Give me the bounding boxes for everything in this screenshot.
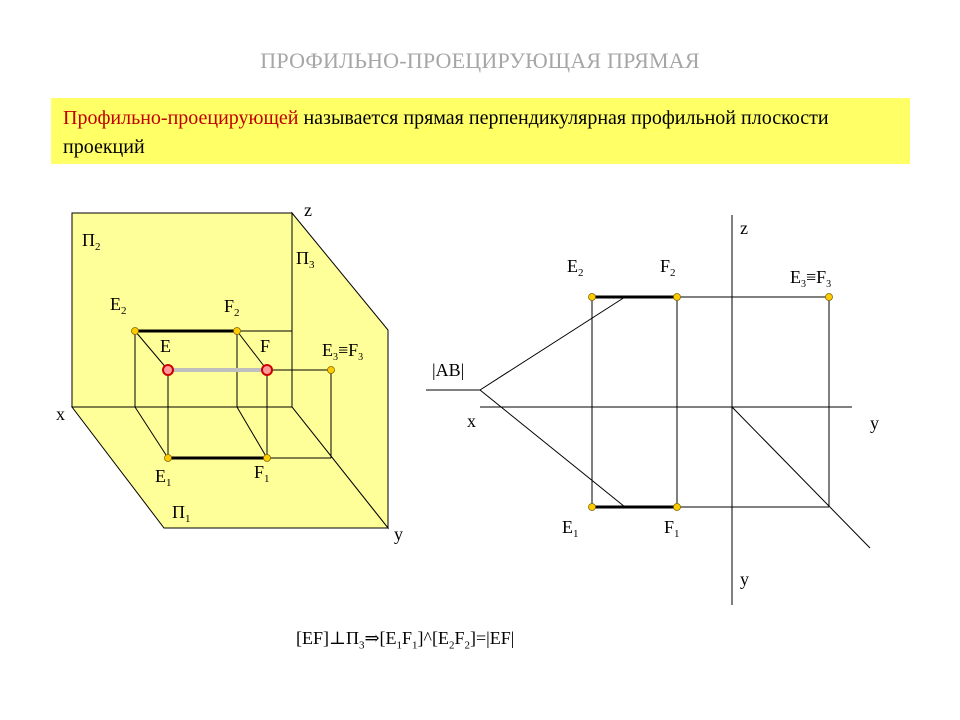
label-z-3d: z: [304, 200, 312, 220]
label-f1-epure: $F_1$: [664, 517, 680, 540]
label-f: F: [260, 336, 271, 356]
label-y-3d: y: [394, 524, 403, 544]
definition-term: Профильно-проецирующей: [63, 107, 299, 129]
label-y-right-epure: y: [870, 413, 879, 433]
label-f1-3d: $F_1$: [254, 462, 270, 485]
label-pi1: $П_1$: [172, 502, 191, 525]
formula-sub: 2: [464, 639, 470, 652]
formula-part: [EF]: [296, 628, 329, 648]
label-pi2: $П_2$: [82, 230, 101, 253]
formula-part: ]^[E: [417, 628, 449, 648]
label-e: E: [160, 336, 171, 356]
dot-e2-3d: [132, 328, 139, 335]
label-e3f3-3d: $E_3\equiv F_3$: [322, 340, 364, 363]
dot-f2-3d: [234, 328, 241, 335]
label-x-epure: x: [467, 411, 476, 431]
dot-e3f3-3d: [328, 367, 335, 374]
label-z-epure: z: [740, 218, 748, 238]
formula-part: F: [402, 628, 413, 648]
formula-part: ]=|EF|: [470, 628, 515, 648]
plane-pi2: [72, 213, 292, 407]
formula-part: F: [454, 628, 465, 648]
definition-text: называется прямая перпендикулярная профильной плоскости проекций: [63, 107, 829, 158]
label-e1-epure: $E_1$: [562, 517, 579, 540]
perpendicular-symbol: ⊥: [329, 628, 346, 648]
dot-f2-epure: [674, 294, 681, 301]
label-x-3d: x: [56, 404, 65, 424]
diagram-3d: [56, 200, 403, 544]
label-e2-epure: $E_2$: [567, 256, 584, 279]
formula-sub: 1: [396, 639, 403, 652]
point-e: [163, 365, 173, 375]
formula-part: [E: [379, 628, 397, 648]
formula: [296, 628, 514, 652]
label-e3f3-epure: $E_3\equiv F_3$: [790, 267, 832, 290]
formula-sub: 2: [448, 639, 455, 652]
point-f: [262, 365, 272, 375]
dot-e2-epure: [589, 294, 596, 301]
dot-f1-3d: [264, 455, 271, 462]
diagram-epure: [426, 215, 879, 605]
dot-e1-3d: [165, 455, 172, 462]
dot-e3f3-epure: [826, 294, 833, 301]
label-e2-3d: $E_2$: [110, 294, 127, 317]
label-e1-3d: $E_1$: [155, 466, 172, 489]
formula-sub: 1: [412, 639, 418, 652]
label-f2-epure: $F_2$: [660, 256, 676, 279]
implies-arrow-icon: ⇒: [364, 628, 380, 648]
dot-f1-epure: [674, 504, 681, 511]
formula-sub: 3: [358, 639, 365, 652]
slide-title: ПРОФИЛЬНО-ПРОЕЦИРУЮЩАЯ ПРЯМАЯ: [260, 48, 700, 73]
dot-e1-epure: [589, 504, 596, 511]
formula-part: П: [345, 628, 359, 648]
label-f2-3d: $F_2$: [224, 296, 240, 319]
label-pi3: $П_3$: [296, 248, 315, 271]
label-ab: |AB|: [432, 360, 465, 380]
label-y-bottom-epure: y: [740, 569, 749, 589]
epure-lines: [426, 215, 870, 605]
